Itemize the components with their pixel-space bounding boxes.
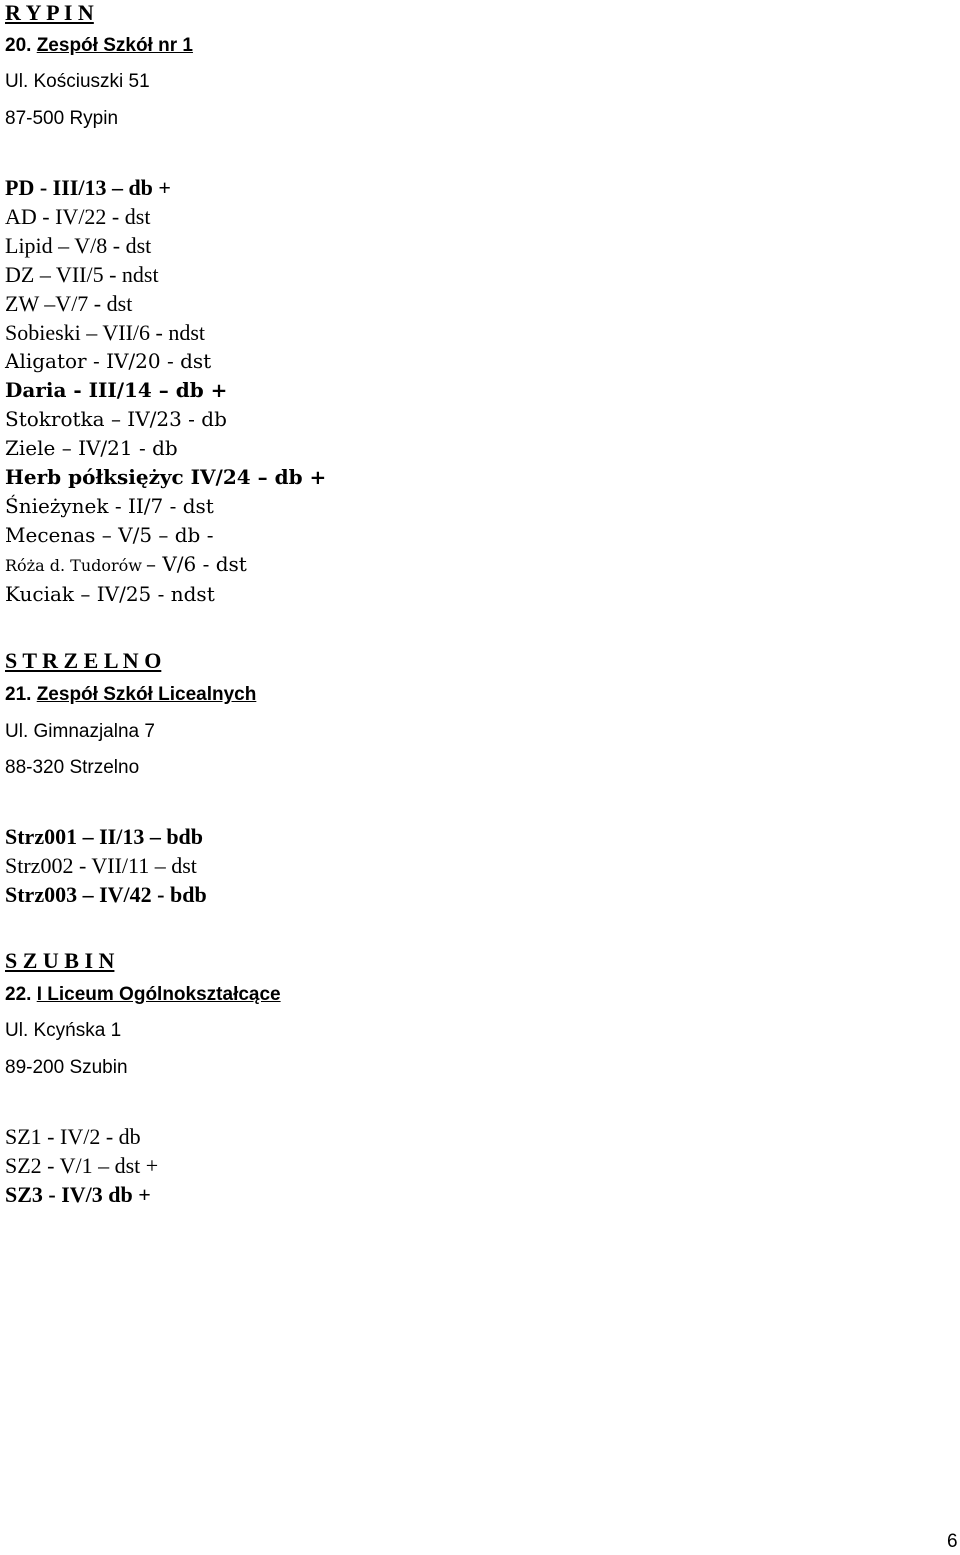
page-number: 6	[947, 1531, 958, 1552]
school-name: I Liceum Ogólnokształcące	[36, 984, 281, 1005]
city-heading-strzelno: S T R Z E L N O	[5, 648, 162, 673]
entry-sobieski: Sobieski – VII/6 - ndst	[5, 320, 206, 345]
school-heading-rypin	[5, 36, 193, 55]
school-postal: 88-320 Strzelno	[5, 757, 140, 778]
entry-strz001: Strz001 – II/13 – bdb	[5, 824, 204, 849]
school-street: Ul. Kościuszki 51	[5, 71, 150, 92]
entry-roza-grade: – V/6 - dst	[145, 552, 247, 576]
entry-roza-name: Róża d. Tudorów	[5, 556, 142, 575]
entry-sz1: SZ1 - IV/2 - db	[5, 1124, 141, 1149]
school-street: Ul. Kcyńska 1	[5, 1020, 122, 1041]
city-heading-szubin: S Z U B I N	[5, 948, 115, 973]
school-name: Zespół Szkół Licealnych	[36, 684, 257, 705]
entry-sz3: SZ3 - IV/3 db +	[5, 1182, 151, 1207]
school-postal: 89-200 Szubin	[5, 1057, 128, 1078]
school-heading-szubin	[5, 985, 281, 1004]
school-number: 22.	[5, 984, 32, 1005]
school-street: Ul. Gimnazjalna 7	[5, 721, 155, 742]
entry-herb: Herb półksiężyc IV/24 – db +	[5, 465, 327, 489]
entry-stokrotka: Stokrotka – IV/23 - db	[5, 407, 227, 431]
entry-mecenas: Mecenas – V/5 – db -	[5, 523, 214, 547]
entry-strz002: Strz002 - VII/11 – dst	[5, 853, 197, 878]
entry-kuciak: Kuciak – IV/25 - ndst	[5, 582, 215, 606]
school-number: 21.	[5, 684, 32, 705]
entry-roza	[5, 554, 247, 575]
school-name: Zespół Szkół nr 1	[36, 35, 193, 56]
entry-pd: PD - III/13 – db +	[5, 175, 171, 200]
entry-ad: AD - IV/22 - dst	[5, 204, 151, 229]
entry-lipid: Lipid – V/8 - dst	[5, 233, 152, 258]
entry-daria: Daria - III/14 – db +	[5, 378, 228, 402]
entry-aligator: Aligator - IV/20 - dst	[5, 349, 212, 373]
entry-sz2: SZ2 - V/1 – dst +	[5, 1153, 159, 1178]
city-heading-rypin: R Y P I N	[5, 0, 94, 25]
entry-zw: ZW –V/7 - dst	[5, 291, 133, 316]
entry-sniezynek: Śnieżynek - II/7 - dst	[5, 494, 214, 518]
school-postal: 87-500 Rypin	[5, 108, 119, 129]
entry-strz003: Strz003 – IV/42 - bdb	[5, 882, 207, 907]
entry-dz: DZ – VII/5 - ndst	[5, 262, 159, 287]
entry-ziele: Ziele – IV/21 - db	[5, 436, 178, 460]
school-heading-strzelno	[5, 685, 256, 704]
school-number: 20.	[5, 35, 32, 56]
